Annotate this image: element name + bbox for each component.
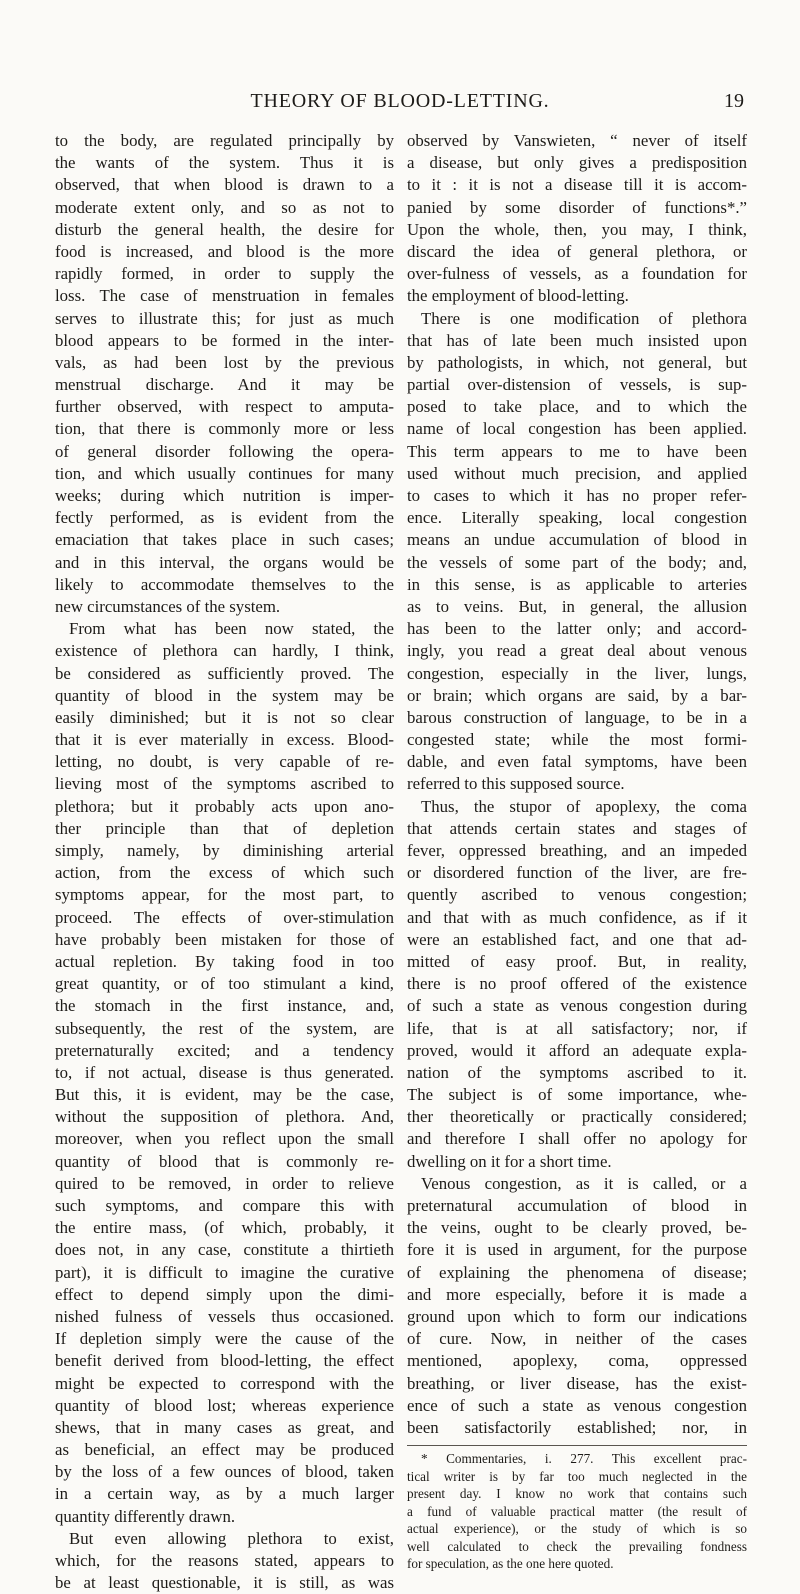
left_column-line: quantity of blood lost; whereas experience — [55, 1395, 394, 1415]
footnote — [407, 1450, 747, 1573]
right_column-line: The subject is of some importance, whe- — [407, 1085, 747, 1105]
right_column-line: the employment of blood-letting. — [407, 286, 629, 306]
right_column-line: to cases to which it has no proper refer- — [407, 486, 747, 505]
left_column-line: emaciation that takes place in such cases; — [55, 530, 394, 550]
right_column-line: barous construction of language, to be in a — [407, 707, 747, 727]
page-header — [0, 90, 800, 118]
left_column-line: If depletion simply were the cause of the — [55, 1329, 394, 1349]
right_column-line: life, that is at all satisfactory; nor, if — [407, 1018, 747, 1038]
left_column-line: lieving most of the symptoms ascribed to — [55, 774, 394, 794]
right_column-line: breathing, or liver disease, has the exist- — [407, 1373, 747, 1393]
left_column-line: loss. The case of menstruation in females — [55, 286, 394, 306]
right_column-line: that has of late been much insisted upon — [407, 330, 747, 350]
left_column-line: to, if not actual, disease is thus generated. — [55, 1062, 394, 1082]
right_column-line: or disordered function of the liver, are fre- — [407, 863, 747, 883]
left_column-line: quantity differently drawn. — [55, 1506, 236, 1526]
right_column-line: in this sense, is as applicable to arteries — [407, 574, 747, 594]
left_column-line: moreover, when you reflect upon the small — [55, 1129, 394, 1149]
left_column-line: rapidly formed, in order to supply the — [55, 264, 394, 284]
right_column-line: that attends certain states and stages of — [407, 818, 747, 838]
footnote-line: present day. I know no work that contains such — [407, 1486, 747, 1502]
right_column-line: of cure. Now, in neither of the cases — [407, 1329, 747, 1349]
left_column-line: food is increased, and blood is the more — [55, 241, 394, 261]
right_column-line: proved, would it afford an adequate expla- — [407, 1040, 747, 1060]
right_column-line: ingly, you read a great deal about venous — [407, 641, 747, 661]
right_column-line: by pathologists, in which, not general, but — [407, 352, 747, 372]
left_column-line: quantity of blood in the system may be — [55, 685, 394, 705]
right_column-line: and more especially, before it is made a — [407, 1284, 747, 1304]
right_column-line: mentioned, apoplexy, coma, oppressed — [407, 1351, 747, 1371]
right_column-line: and therefore I shall offer no apology for — [407, 1129, 747, 1149]
left_column-line: From what has been now stated, the — [69, 619, 394, 639]
footnote-line: actual experience), or the study of which is so — [407, 1521, 747, 1537]
right_column-line: fever, oppressed breathing, and an impeded — [407, 841, 747, 860]
left_column-line: new circumstances of the system. — [55, 596, 281, 616]
right_column-line: panied by some disorder of functions*.” — [407, 197, 747, 217]
right_column-line: the veins, ought to be clearly proved, be- — [407, 1218, 747, 1238]
left_column-line: in a certain way, as by a much larger — [55, 1484, 394, 1504]
left_column-line: subsequently, the rest of the system, are — [55, 1018, 394, 1038]
right_column-line: the vessels of some part of the body; and, — [407, 552, 747, 572]
left_column-line: have probably been mistaken for those of — [55, 929, 394, 949]
left_column-line: preternaturally excited; and a tendency — [55, 1040, 394, 1060]
left_column-line: ther principle than that of depletion — [55, 818, 394, 838]
left_column-line: might be expected to correspond with the — [55, 1373, 394, 1393]
left_column-line: to the body, are regulated principally by — [55, 131, 394, 150]
left_column-line: which, for the reasons stated, appears to — [55, 1551, 394, 1570]
left_column-line: action, from the excess of which such — [55, 863, 394, 883]
left_column-line: that it is ever materially in excess. Blood- — [55, 730, 394, 750]
right_column-line: This term appears to me to have been — [407, 441, 747, 461]
right_column-line: dable, and even fatal symptoms, have been — [407, 752, 747, 772]
left_column-line: quired to be removed, in order to relieve — [55, 1173, 394, 1193]
left_column-line: of general disorder following the opera- — [55, 441, 394, 461]
right_column-line: Venous congestion, as it is called, or a — [421, 1173, 747, 1193]
left_column-line: be at least questionable, it is still, as was — [55, 1573, 394, 1593]
left_column-line: easily diminished; but it is not so clear — [55, 707, 394, 727]
left_column-line: simply, namely, by diminishing arterial — [55, 841, 394, 860]
left_column-line: But this, it is evident, may be the case, — [55, 1085, 394, 1105]
left_column-line: symptoms appear, for the most part, to — [55, 885, 394, 905]
footnote-line: tical writer is by far too much neglected in the — [407, 1468, 747, 1484]
left_column-line: effect to depend simply upon the dimi- — [55, 1284, 394, 1304]
footnote-line: a fund of valuable practical matter (the result of — [407, 1503, 747, 1519]
right_column-line: There is one modification of plethora — [421, 308, 747, 328]
right_column-line: a disease, but only gives a predisposition — [407, 153, 747, 173]
right_column-line: dwelling on it for a short time. — [407, 1151, 612, 1171]
left_column-line: disturb the general health, the desire for — [55, 219, 394, 239]
right_column-line: ground upon which to form our indications — [407, 1306, 747, 1326]
left_column-line: nished fulness of vessels thus occasioned. — [55, 1306, 394, 1326]
right_column-line: quently ascribed to venous congestion; — [407, 885, 747, 905]
left_column-line: as beneficial, an effect may be produced — [55, 1440, 394, 1460]
left_column-line: part), it is difficult to imagine the curative — [55, 1262, 394, 1282]
left_column-line: fectly performed, as is evident from the — [55, 508, 394, 528]
left_column-line: actual repletion. By taking food in too — [55, 951, 394, 971]
right_column-line: used without much precision, and applied — [407, 463, 747, 483]
left_column-line: vals, as had been lost by the previous — [55, 352, 394, 372]
right_column-line: Upon the whole, then, you may, I think, — [407, 219, 747, 239]
footnote-rule — [407, 1441, 747, 1450]
right_column-line: as to veins. But, in general, the allusion — [407, 596, 747, 616]
right_column-line: means an undue accumulation of blood in — [407, 530, 747, 550]
left_column-line: menstrual discharge. And it may be — [55, 375, 394, 395]
right_column-line: congestion, especially in the liver, lungs, — [407, 663, 747, 683]
right_column-line: over-fulness of vessels, as a foundation for — [407, 264, 747, 284]
right-column — [407, 130, 747, 1573]
left_column-line: and in this interval, the organs would be — [55, 552, 394, 572]
left_column-line: proceed. The effects of over-stimulation — [55, 907, 394, 927]
left_column-line: be considered as sufficiently proved. The — [55, 663, 394, 683]
left_column-line: moderate extent only, and so as not to — [55, 197, 394, 217]
footnote-line: * Commentaries, i. 277. This excellent prac- — [421, 1451, 747, 1467]
right_column-line: were an established fact, and one that ad- — [407, 929, 747, 949]
right_column-line: name of local congestion has been applied. — [407, 419, 747, 439]
right_column-line: fore it is used in argument, for the purpose — [407, 1240, 747, 1260]
right_column-line: ence. Literally speaking, local congestion — [407, 508, 747, 528]
footnote-line: well calculated to check the prevailing fondness — [407, 1538, 747, 1554]
left_column-line: the wants of the system. Thus it is — [55, 153, 394, 173]
left-column — [55, 130, 394, 1594]
left_column-line: without the supposition of plethora. And, — [55, 1107, 394, 1127]
right_column-line: referred to this supposed source. — [407, 774, 625, 794]
left_column-line: does not, in any case, constitute a thirtieth — [55, 1240, 394, 1260]
left_column-line: the entire mass, (of which, probably, it — [55, 1218, 394, 1238]
right_column-line: has been to the latter only; and accord- — [407, 619, 747, 639]
footnote-line: for speculation, as the one here quoted. — [407, 1556, 614, 1572]
left_column-line: quantity of blood that is commonly re- — [55, 1151, 394, 1171]
left_column-line: by the loss of a few ounces of blood, taken — [55, 1462, 394, 1482]
left_column-line: observed, that when blood is drawn to a — [55, 175, 394, 195]
right_column-line: Thus, the stupor of apoplexy, the coma — [421, 796, 747, 816]
left_column-line: shews, that in many cases as great, and — [55, 1417, 394, 1437]
right_column-line: to it : it is not a disease till it is accom- — [407, 175, 747, 195]
right_column-line: observed by Vanswieten, “ never of itself — [407, 131, 747, 150]
left_column-line: tion, and which usually continues for many — [55, 463, 394, 483]
right_column-line: nation of the symptoms ascribed to it. — [407, 1062, 747, 1082]
right_column-line: discard the idea of general plethora, or — [407, 241, 747, 261]
right_column-line: of explaining the phenomena of disease; — [407, 1262, 747, 1282]
right_column-line: congested state; while the most formi- — [407, 730, 747, 750]
right_column-line: partial over-distension of vessels, is sup- — [407, 375, 747, 395]
left_column-line: But even allowing plethora to exist, — [69, 1528, 394, 1548]
left_column-line: letting, no doubt, is very capable of re- — [55, 752, 394, 772]
left_column-line: serves to illustrate this; for just as much — [55, 308, 394, 328]
left_column-line: tion, that there is commonly more or less — [55, 419, 394, 439]
left_column-line: benefit derived from blood-letting, the effect — [55, 1351, 394, 1371]
right_column-line: or brain; which organs are said, by a bar- — [407, 685, 747, 705]
left_column-line: such symptoms, and compare this with — [55, 1196, 394, 1215]
left_column-line: further observed, with respect to amputa- — [55, 397, 394, 417]
running-head: THEORY OF BLOOD-LETTING. — [250, 90, 550, 112]
page-number: 19 — [724, 90, 744, 112]
right_column-line: posed to take place, and to which the — [407, 397, 747, 417]
left_column-line: weeks; during which nutrition is imper- — [55, 486, 394, 505]
left_column-line: great quantity, or of too stimulant a kind, — [55, 974, 394, 994]
right_column-line: been satisfactorily established; nor, in — [407, 1417, 747, 1437]
left_column-line: likely to accommodate themselves to the — [55, 574, 394, 594]
right_column-line: preternatural accumulation of blood in — [407, 1196, 747, 1215]
right_column-line: mitted of easy proof. But, in reality, — [407, 951, 747, 971]
left_column-line: blood appears to be formed in the inter- — [55, 330, 394, 350]
left_column-line: the stomach in the first instance, and, — [55, 996, 394, 1016]
right_column-line: there is no proof offered of the existence — [407, 974, 747, 994]
left_column-line: existence of plethora can hardly, I think, — [55, 641, 394, 661]
right_column-line: ther theoretically or practically considered; — [407, 1107, 747, 1127]
right_column-line: of such a state as venous congestion during — [407, 996, 747, 1016]
right_column-line: ence of such a state as venous congestion — [407, 1395, 747, 1415]
right_column-line: and that with as much confidence, as if it — [407, 907, 747, 927]
left_column-line: plethora; but it probably acts upon ano- — [55, 796, 394, 816]
